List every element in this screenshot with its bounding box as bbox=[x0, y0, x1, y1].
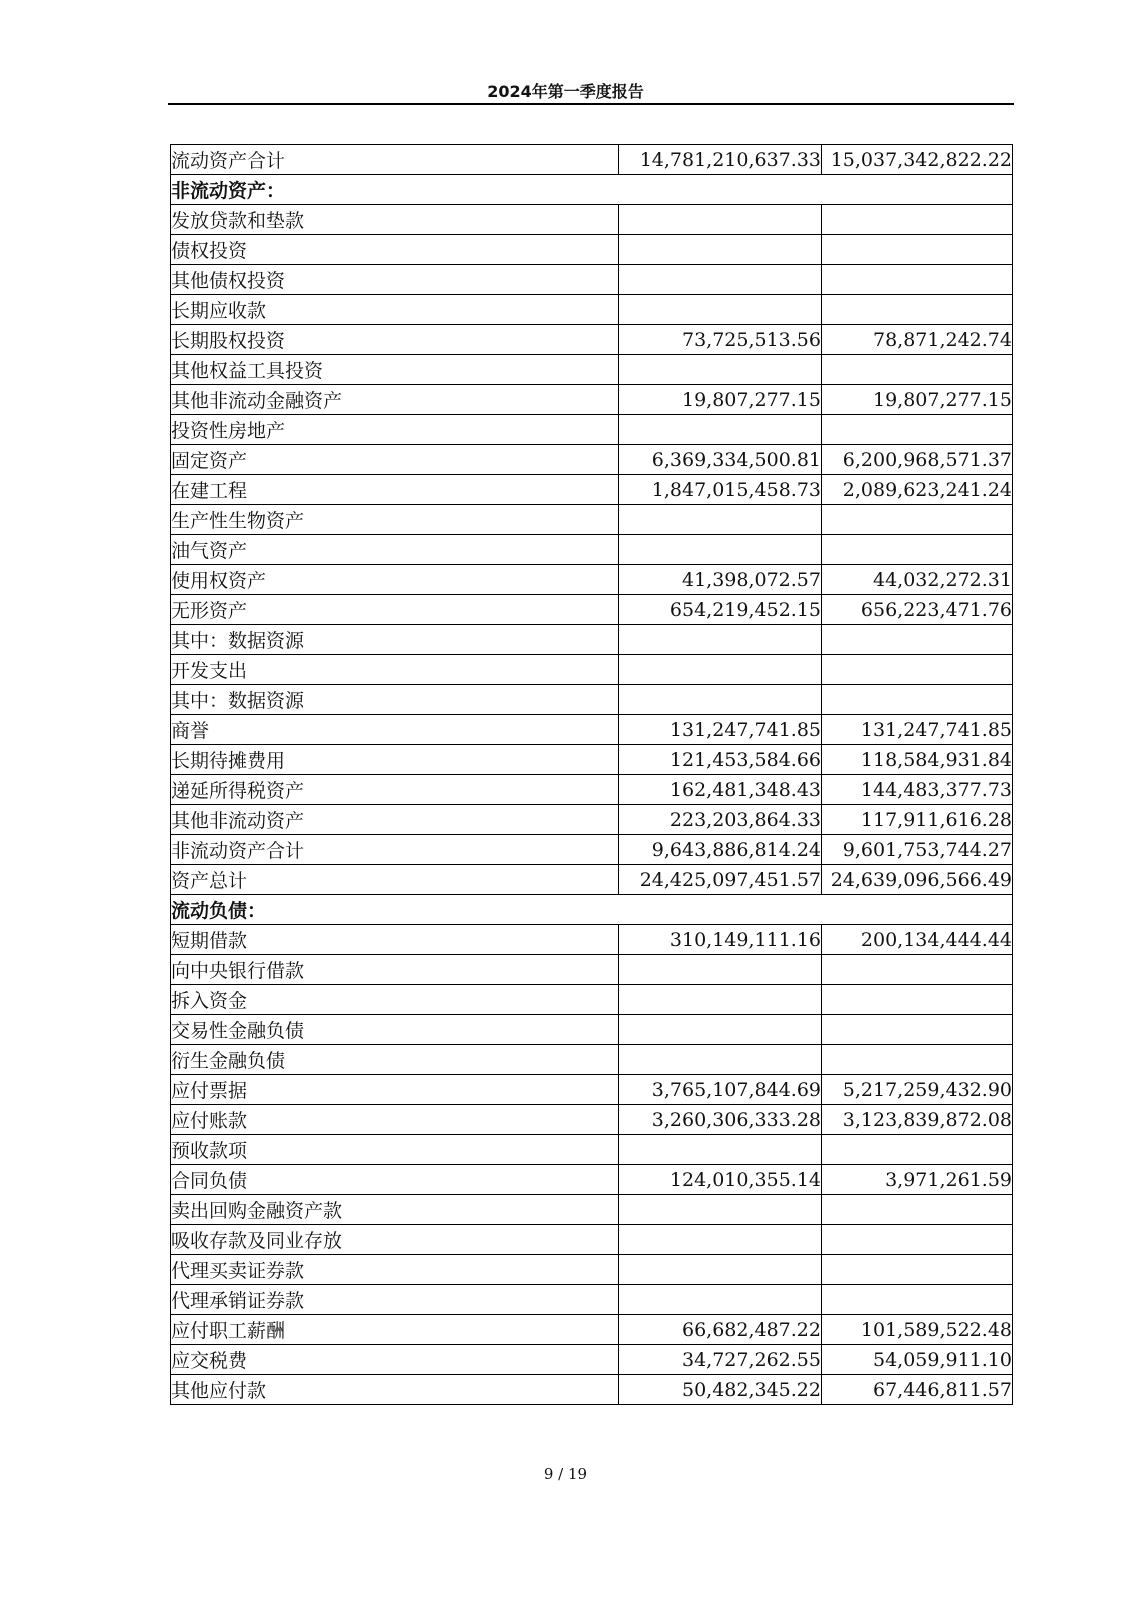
header-divider bbox=[168, 103, 1014, 105]
table-row bbox=[171, 625, 1013, 655]
table-row bbox=[171, 865, 1013, 895]
table-row bbox=[171, 835, 1013, 865]
table-row bbox=[171, 1195, 1013, 1225]
table-row bbox=[171, 685, 1013, 715]
period-end-value bbox=[619, 505, 822, 535]
prior-year-end-value bbox=[822, 505, 1013, 535]
prior-year-end-value: 3,123,839,872.08 bbox=[822, 1105, 1013, 1135]
balance-sheet-body bbox=[171, 145, 1013, 1405]
row-label: 其中：数据资源 bbox=[171, 625, 619, 655]
table-row bbox=[171, 1255, 1013, 1285]
table-row bbox=[171, 325, 1013, 355]
table-row bbox=[171, 1015, 1013, 1045]
period-end-value bbox=[619, 655, 822, 685]
section-heading: 流动负债： bbox=[171, 895, 1013, 925]
prior-year-end-value bbox=[822, 265, 1013, 295]
table-row bbox=[171, 655, 1013, 685]
row-label: 投资性房地产 bbox=[171, 415, 619, 445]
section-row bbox=[171, 895, 1013, 925]
prior-year-end-value bbox=[822, 985, 1013, 1015]
table-row bbox=[171, 565, 1013, 595]
period-end-value: 73,725,513.56 bbox=[619, 325, 822, 355]
row-label: 使用权资产 bbox=[171, 565, 619, 595]
period-end-value bbox=[619, 355, 822, 385]
period-end-value bbox=[619, 265, 822, 295]
prior-year-end-value bbox=[822, 655, 1013, 685]
prior-year-end-value: 144,483,377.73 bbox=[822, 775, 1013, 805]
prior-year-end-value bbox=[822, 1285, 1013, 1315]
prior-year-end-value bbox=[822, 1015, 1013, 1045]
row-label: 油气资产 bbox=[171, 535, 619, 565]
table-row bbox=[171, 805, 1013, 835]
table-row bbox=[171, 1225, 1013, 1255]
row-label: 其他应付款 bbox=[171, 1375, 619, 1405]
table-row bbox=[171, 1165, 1013, 1195]
row-label: 其他债权投资 bbox=[171, 265, 619, 295]
prior-year-end-value: 2,089,623,241.24 bbox=[822, 475, 1013, 505]
table-row bbox=[171, 445, 1013, 475]
period-end-value bbox=[619, 235, 822, 265]
table-row bbox=[171, 775, 1013, 805]
period-end-value bbox=[619, 415, 822, 445]
table-row bbox=[171, 475, 1013, 505]
row-label: 长期待摊费用 bbox=[171, 745, 619, 775]
table-row bbox=[171, 1045, 1013, 1075]
period-end-value: 41,398,072.57 bbox=[619, 565, 822, 595]
row-label: 拆入资金 bbox=[171, 985, 619, 1015]
row-label: 预收款项 bbox=[171, 1135, 619, 1165]
period-end-value bbox=[619, 535, 822, 565]
prior-year-end-value: 5,217,259,432.90 bbox=[822, 1075, 1013, 1105]
period-end-value: 24,425,097,451.57 bbox=[619, 865, 822, 895]
prior-year-end-value: 117,911,616.28 bbox=[822, 805, 1013, 835]
period-end-value bbox=[619, 1195, 822, 1225]
table-row bbox=[171, 145, 1013, 175]
prior-year-end-value bbox=[822, 355, 1013, 385]
row-label: 卖出回购金融资产款 bbox=[171, 1195, 619, 1225]
table-row bbox=[171, 925, 1013, 955]
period-end-value bbox=[619, 1015, 822, 1045]
prior-year-end-value bbox=[822, 1045, 1013, 1075]
period-end-value: 121,453,584.66 bbox=[619, 745, 822, 775]
row-label: 发放贷款和垫款 bbox=[171, 205, 619, 235]
table-row bbox=[171, 1285, 1013, 1315]
table-row bbox=[171, 1345, 1013, 1375]
period-end-value: 310,149,111.16 bbox=[619, 925, 822, 955]
prior-year-end-value: 200,134,444.44 bbox=[822, 925, 1013, 955]
prior-year-end-value bbox=[822, 955, 1013, 985]
prior-year-end-value: 15,037,342,822.22 bbox=[822, 145, 1013, 175]
row-label: 在建工程 bbox=[171, 475, 619, 505]
section-heading: 非流动资产： bbox=[171, 175, 1013, 205]
balance-sheet-table bbox=[170, 144, 1013, 1405]
row-label: 代理承销证券款 bbox=[171, 1285, 619, 1315]
table-row bbox=[171, 1375, 1013, 1405]
section-row bbox=[171, 175, 1013, 205]
row-label: 开发支出 bbox=[171, 655, 619, 685]
prior-year-end-value bbox=[822, 685, 1013, 715]
row-label: 交易性金融负债 bbox=[171, 1015, 619, 1045]
period-end-value: 223,203,864.33 bbox=[619, 805, 822, 835]
row-label: 代理买卖证券款 bbox=[171, 1255, 619, 1285]
period-end-value bbox=[619, 685, 822, 715]
page-number: 9 / 19 bbox=[543, 1465, 588, 1483]
prior-year-end-value bbox=[822, 295, 1013, 325]
prior-year-end-value: 78,871,242.74 bbox=[822, 325, 1013, 355]
table-row bbox=[171, 205, 1013, 235]
period-end-value: 66,682,487.22 bbox=[619, 1315, 822, 1345]
period-end-value bbox=[619, 625, 822, 655]
period-end-value bbox=[619, 1045, 822, 1075]
row-label: 向中央银行借款 bbox=[171, 955, 619, 985]
table-row bbox=[171, 715, 1013, 745]
prior-year-end-value: 9,601,753,744.27 bbox=[822, 835, 1013, 865]
row-label: 生产性生物资产 bbox=[171, 505, 619, 535]
row-label: 债权投资 bbox=[171, 235, 619, 265]
row-label: 应付票据 bbox=[171, 1075, 619, 1105]
prior-year-end-value bbox=[822, 235, 1013, 265]
row-label: 长期应收款 bbox=[171, 295, 619, 325]
prior-year-end-value: 44,032,272.31 bbox=[822, 565, 1013, 595]
period-end-value: 124,010,355.14 bbox=[619, 1165, 822, 1195]
period-end-value: 3,260,306,333.28 bbox=[619, 1105, 822, 1135]
prior-year-end-value bbox=[822, 625, 1013, 655]
prior-year-end-value bbox=[822, 1255, 1013, 1285]
row-label: 应付职工薪酬 bbox=[171, 1315, 619, 1345]
row-label: 无形资产 bbox=[171, 595, 619, 625]
row-label: 合同负债 bbox=[171, 1165, 619, 1195]
row-label: 应付账款 bbox=[171, 1105, 619, 1135]
report-title: 2024年第一季度报告 bbox=[487, 82, 644, 101]
prior-year-end-value bbox=[822, 415, 1013, 445]
period-end-value: 34,727,262.55 bbox=[619, 1345, 822, 1375]
period-end-value: 162,481,348.43 bbox=[619, 775, 822, 805]
table-row bbox=[171, 955, 1013, 985]
prior-year-end-value: 67,446,811.57 bbox=[822, 1375, 1013, 1405]
period-end-value bbox=[619, 1255, 822, 1285]
row-label: 流动资产合计 bbox=[171, 145, 619, 175]
table-row bbox=[171, 1315, 1013, 1345]
prior-year-end-value: 6,200,968,571.37 bbox=[822, 445, 1013, 475]
prior-year-end-value: 131,247,741.85 bbox=[822, 715, 1013, 745]
prior-year-end-value: 3,971,261.59 bbox=[822, 1165, 1013, 1195]
period-end-value: 6,369,334,500.81 bbox=[619, 445, 822, 475]
row-label: 固定资产 bbox=[171, 445, 619, 475]
prior-year-end-value: 54,059,911.10 bbox=[822, 1345, 1013, 1375]
period-end-value bbox=[619, 295, 822, 325]
row-label: 资产总计 bbox=[171, 865, 619, 895]
period-end-value: 9,643,886,814.24 bbox=[619, 835, 822, 865]
period-end-value bbox=[619, 985, 822, 1015]
row-label: 衍生金融负债 bbox=[171, 1045, 619, 1075]
period-end-value: 50,482,345.22 bbox=[619, 1375, 822, 1405]
table-row bbox=[171, 295, 1013, 325]
row-label: 其他非流动资产 bbox=[171, 805, 619, 835]
prior-year-end-value bbox=[822, 1195, 1013, 1225]
prior-year-end-value: 656,223,471.76 bbox=[822, 595, 1013, 625]
row-label: 长期股权投资 bbox=[171, 325, 619, 355]
prior-year-end-value: 118,584,931.84 bbox=[822, 745, 1013, 775]
row-label: 递延所得税资产 bbox=[171, 775, 619, 805]
prior-year-end-value: 101,589,522.48 bbox=[822, 1315, 1013, 1345]
prior-year-end-value bbox=[822, 205, 1013, 235]
table-row bbox=[171, 535, 1013, 565]
row-label: 其他非流动金融资产 bbox=[171, 385, 619, 415]
table-row bbox=[171, 265, 1013, 295]
row-label: 短期借款 bbox=[171, 925, 619, 955]
period-end-value: 14,781,210,637.33 bbox=[619, 145, 822, 175]
table-row bbox=[171, 355, 1013, 385]
table-row bbox=[171, 595, 1013, 625]
table-row bbox=[171, 1105, 1013, 1135]
prior-year-end-value bbox=[822, 1225, 1013, 1255]
row-label: 应交税费 bbox=[171, 1345, 619, 1375]
row-label: 其中：数据资源 bbox=[171, 685, 619, 715]
prior-year-end-value: 19,807,277.15 bbox=[822, 385, 1013, 415]
row-label: 商誉 bbox=[171, 715, 619, 745]
row-label: 其他权益工具投资 bbox=[171, 355, 619, 385]
table-row bbox=[171, 1135, 1013, 1165]
table-row bbox=[171, 235, 1013, 265]
period-end-value bbox=[619, 1225, 822, 1255]
row-label: 非流动资产合计 bbox=[171, 835, 619, 865]
period-end-value: 131,247,741.85 bbox=[619, 715, 822, 745]
row-label: 吸收存款及同业存放 bbox=[171, 1225, 619, 1255]
prior-year-end-value: 24,639,096,566.49 bbox=[822, 865, 1013, 895]
table-row bbox=[171, 415, 1013, 445]
prior-year-end-value bbox=[822, 1135, 1013, 1165]
table-row bbox=[171, 985, 1013, 1015]
prior-year-end-value bbox=[822, 535, 1013, 565]
table-row bbox=[171, 745, 1013, 775]
period-end-value bbox=[619, 1285, 822, 1315]
table-row bbox=[171, 505, 1013, 535]
table-row bbox=[171, 385, 1013, 415]
period-end-value: 19,807,277.15 bbox=[619, 385, 822, 415]
period-end-value: 3,765,107,844.69 bbox=[619, 1075, 822, 1105]
table-row bbox=[171, 1075, 1013, 1105]
period-end-value bbox=[619, 955, 822, 985]
period-end-value bbox=[619, 205, 822, 235]
period-end-value: 654,219,452.15 bbox=[619, 595, 822, 625]
period-end-value bbox=[619, 1135, 822, 1165]
period-end-value: 1,847,015,458.73 bbox=[619, 475, 822, 505]
